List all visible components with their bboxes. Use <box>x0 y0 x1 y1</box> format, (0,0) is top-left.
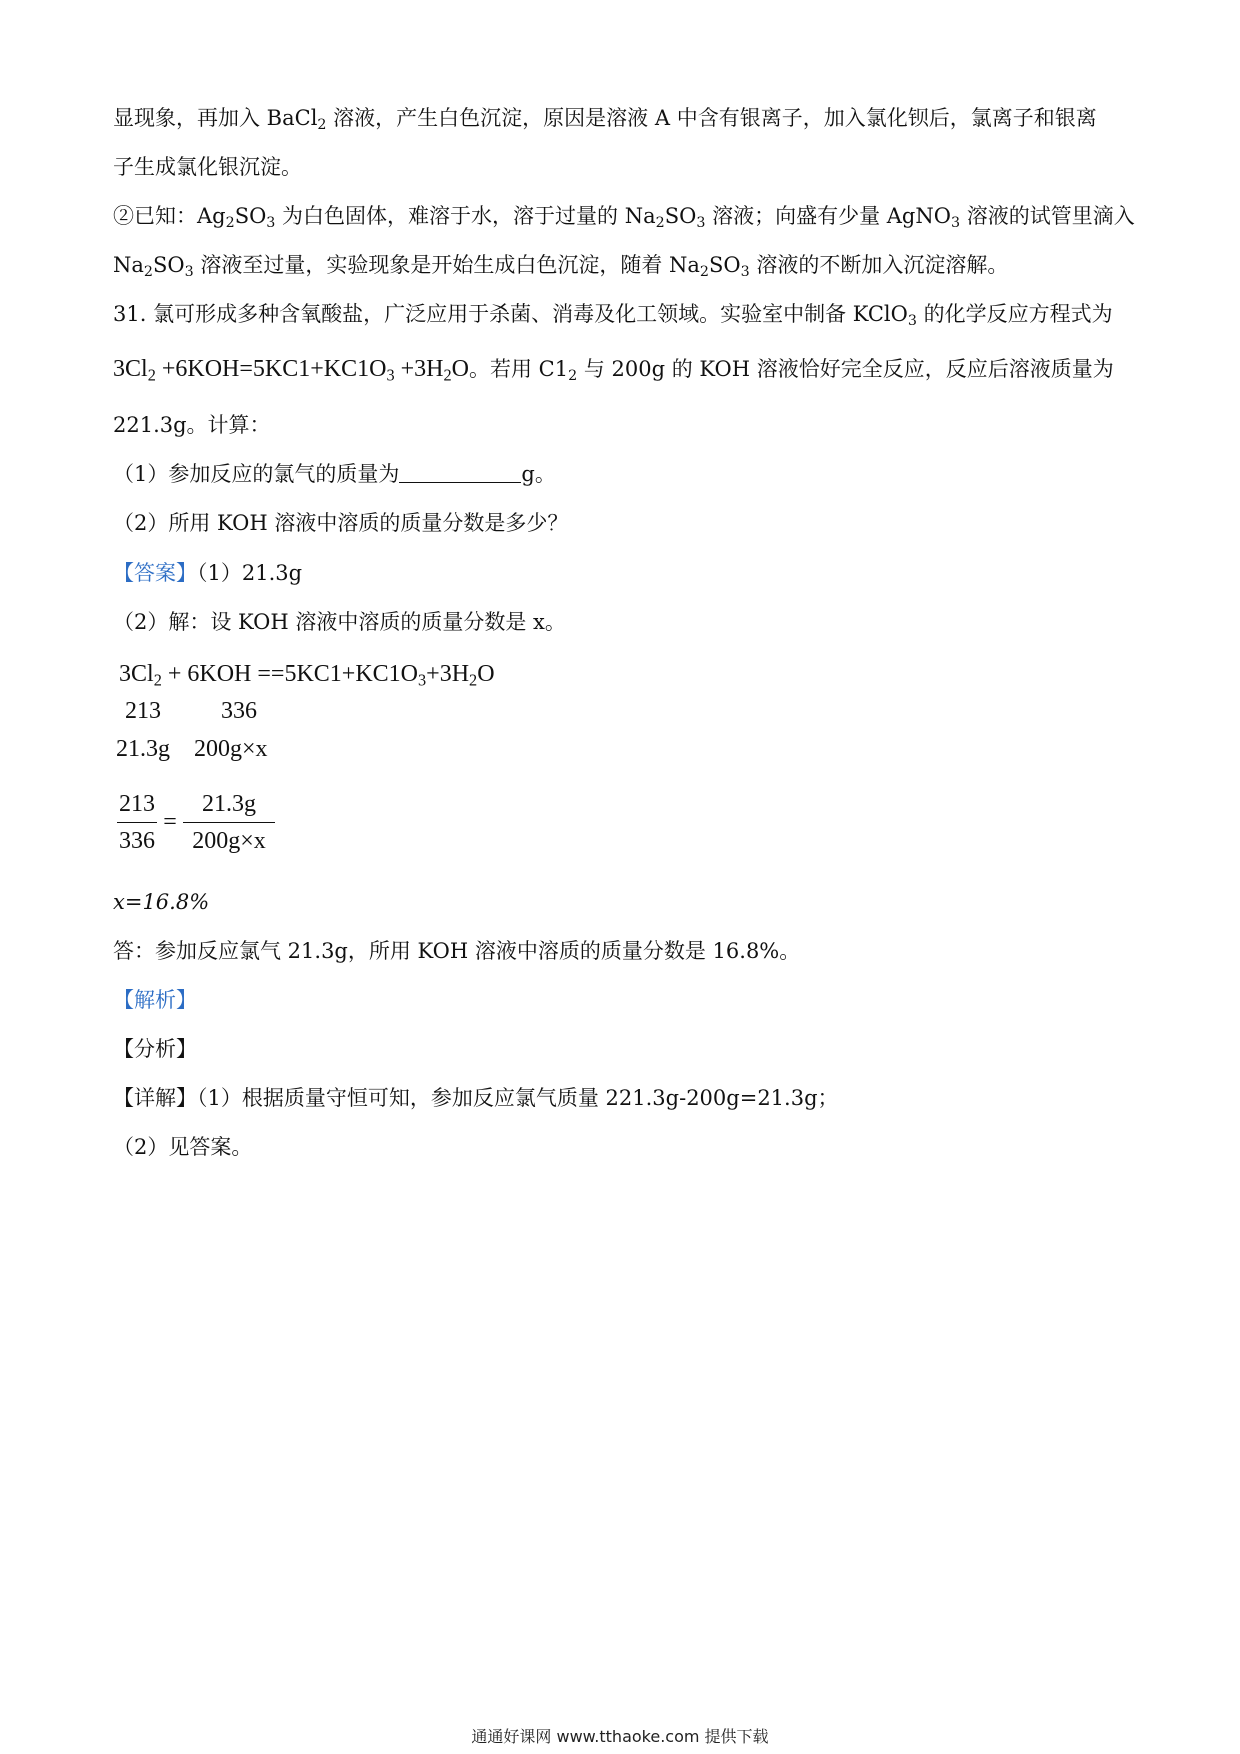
detail-line-2: （2）见答案。 <box>113 1135 253 1159</box>
intro-line-1: 显现象，再加入 BaCl$_2$ 溶液，产生白色沉淀，原因是溶液 A 中含有银离子，加入氯化钡后，氯离子和银离 <box>113 106 1097 133</box>
intro-line-3: ②已知：$Ag_2SO_3$ 为白色固体，难溶于水，溶于过量的 $Na_2SO_3$ 溶液；向盛有少量 AgNO$_3$ 溶液的试管里滴入 <box>113 204 1135 231</box>
sub-question-1: （1）参加反应的氯气的质量为 g。 <box>113 462 556 486</box>
intro-line-2: 子生成氯化银沉淀。 <box>113 155 302 179</box>
sub-question-2: （2）所用 KOH 溶液中溶质的质量分数是多少？ <box>113 511 569 535</box>
question-line-2: $3Cl_2 +6KOH=5KC1+KC1O_3 +3H_2O$。若用 $C1_2$ 与 200g 的 KOH 溶液恰好完全反应，反应后溶液质量为 <box>113 356 1114 385</box>
detail-line: 【详解】（1）根据质量守恒可知，参加反应氯气质量 221.3g-200g=21.3g； <box>113 1086 839 1110</box>
footer-watermark: 通通好课网 www.tthaoke.com 提供下载 <box>471 1727 769 1746</box>
analysis-label: 【解析】 <box>113 988 197 1012</box>
answer-blank <box>399 464 521 483</box>
fenxi-label: 【分析】 <box>113 1037 197 1061</box>
answer-line-2: （2）解：设 KOH 溶液中溶质的质量分数是 x。 <box>113 610 566 634</box>
result-line: x=16.8% <box>113 890 210 914</box>
mass-row: 21.3g 200g×x <box>116 736 268 762</box>
solution-equation: $3Cl_2 + 6KOH ==5KC1+KC1O_3+3H_2O$ <box>119 661 495 690</box>
fraction-right: 21.3g 200g×x <box>183 790 275 855</box>
question-line-3: 221.3g。计算： <box>113 413 271 437</box>
answer-line-1: 【答案】（1）21.3g <box>113 561 303 585</box>
answer-label: 【答案】 <box>113 561 197 585</box>
conclusion-line: 答：参加反应氯气 21.3g，所用 KOH 溶液中溶质的质量分数是 16.8%。 <box>113 939 801 963</box>
reaction-equation: $3Cl_2 +6KOH=5KC1+KC1O_3 +3H_2O$ <box>113 356 469 385</box>
fraction-left: 213 336 <box>119 791 155 854</box>
molar-mass-row: 213 336 <box>125 698 257 724</box>
question-line-1: 31. 氯可形成多种含氧酸盐，广泛应用于杀菌、消毒及化工领域。实验室中制备 KClO$_3$ 的化学反应方程式为 <box>113 302 1113 329</box>
intro-line-4: $Na_2SO_3$ 溶液至过量，实验现象是开始生成白色沉淀，随着 $Na_2SO_3$ 溶液的不断加入沉淀溶解。 <box>113 253 1009 280</box>
equals-sign: = <box>163 809 177 835</box>
